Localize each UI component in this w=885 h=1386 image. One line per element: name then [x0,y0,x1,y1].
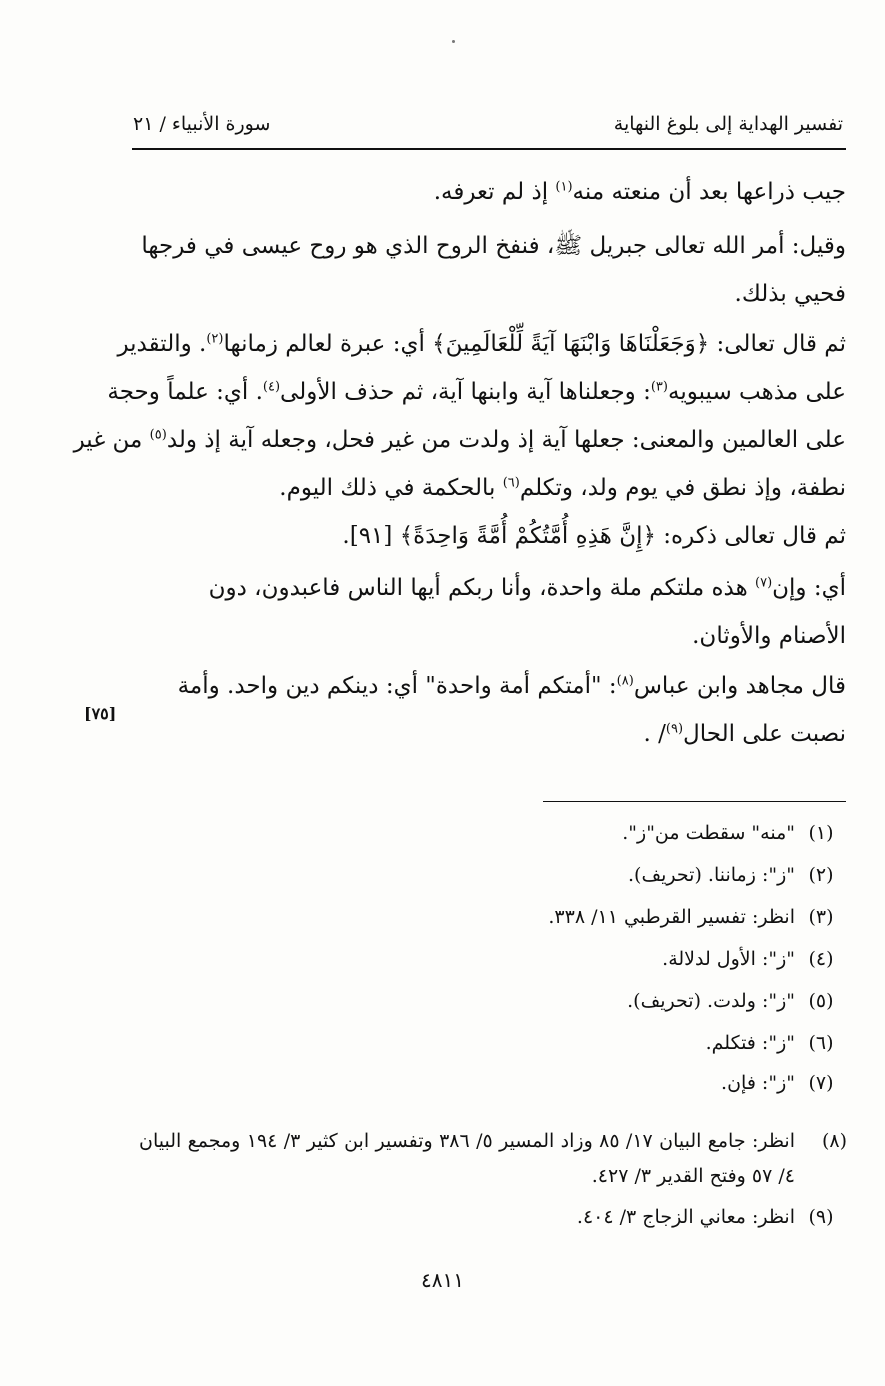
footnote-number: (٣) [808,906,834,928]
running-header-book-title: تفسير الهداية إلى بلوغ النهاية [613,113,843,135]
text-run: . أي: علماً وحجة [107,379,263,405]
header-rule [132,148,846,150]
text-line: الأصنام والأوثان. [692,623,846,649]
footnote-4 [662,948,847,970]
text-line [134,710,846,758]
footnote-1 [622,822,847,844]
footnote-9 [577,1206,847,1228]
text-run: / . [643,721,666,747]
footnote-number: (٨) [821,1130,847,1152]
footnote-marker: (٨) [616,673,634,689]
text-run: على مذهب سيبويه [667,379,846,405]
footnote-marker: (٧) [755,575,773,591]
footnote-marker: (١) [555,179,573,195]
text-run: جيب ذراعها بعد أن منعته منه [572,179,846,205]
footnote-number: (٦) [808,1032,834,1054]
footnote-number: (١) [808,822,834,844]
footnote-text: انظر: معاني الزجاج ٣/ ٤٠٤. [576,1206,795,1228]
text-run: ثم قال تعالى: ﴿وَجَعَلْنَاهَا وَابْنَهَا آيَةً لِّلْعَالَمِينَ﴾ أي: عبرة لعالم زمانها [223,331,846,357]
footnote-marker: (٢) [206,331,224,347]
footnote-text: "منه" سقطت من"ز". [622,822,795,844]
text-line [107,368,846,416]
text-line [117,320,846,368]
paragraph-3 [73,320,846,512]
paragraph-1 [134,168,846,216]
text-run: : "أمتكم أمة واحدة" أي: دينكم دين واحد. وأمة [177,673,617,699]
footnote-number: (٧) [808,1072,834,1094]
paragraph-6 [134,662,846,758]
footnote-marker: (٦) [502,475,520,491]
manuscript-folio-marker: [٧٥] [84,704,117,723]
footnote-text: "ز": فإن. [721,1072,795,1094]
text-run: من غير [73,427,150,453]
footnote-marker: (٣) [650,379,668,395]
page-number: ٤٨١١ [421,1268,464,1292]
text-line: فحيي بذلك. [734,281,846,307]
footnote-text: "ز": فتكلم. [705,1032,795,1054]
footnote-text: انظر: جامع البيان ١٧/ ٨٥ وزاد المسير ٥/ ٣٨٦ وتفسير ابن كثير ٣/ ١٩٤ ومجمع البيان [139,1130,795,1152]
footnote-7 [721,1072,847,1094]
footnote-2 [628,864,847,886]
text-run: هذه ملتكم ملة واحدة، وأنا ربكم أيها الناس فاعبدون، دون [208,575,756,601]
footnote-number: (٤) [808,948,834,970]
text-run: قال مجاهد وابن عباس [633,673,846,699]
footnote-number: (٥) [808,990,834,1012]
text-line [134,464,846,512]
paragraph-5 [134,564,846,660]
footnote-text: "ز": ولدت. (تحريف). [627,990,795,1012]
footnote-marker: (٥) [149,427,167,443]
footnote-marker: (٩) [665,721,684,737]
footnote-line: ٤/ ٥٧ وفتح القدير ٣/ ٤٢٧. [591,1165,795,1187]
footnote-8 [139,1124,847,1194]
footnote-text: "ز": الأول لدلالة. [662,948,795,970]
footnote-number: (٢) [808,864,834,886]
footnote-3 [548,906,847,928]
text-line: وقيل: أمر الله تعالى جبريل ﷺ، فنفخ الروح الذي هو روح عيسى في فرجها [141,233,846,259]
footnote-6 [706,1032,847,1054]
paragraph-4 [134,512,846,560]
text-run: إذ لم تعرفه. [433,179,556,205]
paragraph-2 [134,222,846,318]
text-line: ثم قال تعالى ذكره: ﴿إِنَّ هَذِهِ أُمَّتُكُمْ أُمَّةً وَاحِدَةً﴾ [٩١]. [342,523,846,549]
text-run: بالحكمة في ذلك اليوم. [279,475,503,501]
text-line [134,168,846,216]
text-run: نصبت على الحال [683,721,846,747]
footnote-marker: (٤) [262,379,281,395]
text-run: نطفة، وإذ نطق في يوم ولد، وتكلم [519,475,846,501]
text-run: على العالمين والمعنى: جعلها آية إذ ولدت من غير فحل، وجعله آية إذ ولد [166,427,846,453]
text-run: : وجعلناها آية وابنها آية، ثم حذف الأولى [280,379,651,405]
footnote-text: "ز": زماننا. (تحريف). [628,864,795,886]
footnote-5 [627,990,847,1012]
footnote-line [139,1124,847,1158]
footnote-number: (٩) [808,1206,834,1228]
text-run: . والتقدير [117,331,207,357]
scan-speck [452,40,455,43]
text-line [134,564,846,612]
footnote-separator [543,801,846,802]
text-line [134,662,846,710]
footnote-text: انظر: تفسير القرطبي ١١/ ٣٣٨. [548,906,795,928]
text-line [73,416,846,464]
running-header-surah: سورة الأنبياء / ٢١ [133,113,271,135]
text-run: أي: وإن [772,575,846,601]
